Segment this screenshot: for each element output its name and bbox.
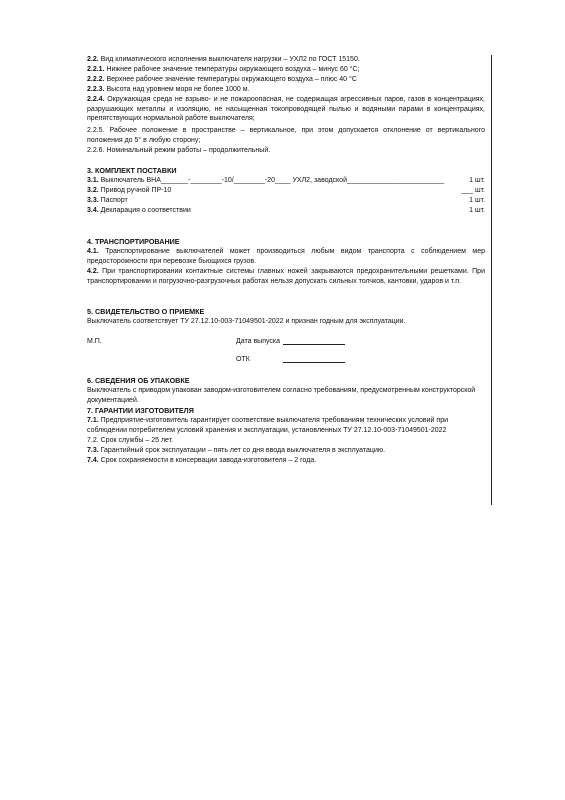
heading-section-4: 4. ТРАНСПОРТИРОВАНИЕ — [87, 237, 180, 246]
heading-section-7: 7. ГАРАНТИИ ИЗГОТОВИТЕЛЯ — [87, 406, 194, 415]
packaging-text: Выключатель с приводом упакован заводом-изготовителем согласно требованиям, предусмотренным конструкторской документацией. — [87, 387, 476, 404]
delivery-item-3: 3.3. Паспорт 1 шт. — [87, 197, 485, 204]
para-7-3: 7.3. Гарантийный срок эксплуатации – пять лет со дня ввода выключателя в эксплуатацию. — [87, 447, 386, 454]
para-2-2-2: 2.2.2. Верхнее рабочее значение температуры окружающего воздуха – плюс 40 °С — [87, 76, 357, 83]
para-7-1: 7.1. Предприятие-изготовитель гарантирует соответствие выключателя требованиям технических условий при соблюдении потребителем условий хранения и эксплуатации, установленных ТУ 27.12.10-003-71049501-2022 — [87, 417, 449, 434]
otk-signature-line — [283, 355, 345, 363]
stamp-label: М.П. — [87, 338, 102, 345]
para-2-2: 2.2. Вид климатического исполнения выключателя нагрузки – УХЛ2 по ГОСТ 15150. — [87, 56, 360, 63]
release-date-label: Дата выпуска — [236, 338, 281, 345]
heading-section-3: 3. КОМПЛЕКТ ПОСТАВКИ — [87, 166, 177, 175]
page-border-line — [491, 55, 492, 505]
heading-section-5: 5. СВИДЕТЕЛЬСТВО О ПРИЕМКЕ — [87, 307, 205, 316]
para-2-2-3: 2.2.3. Высота над уровнем моря не более 1000 м. — [87, 86, 250, 93]
para-7-2: 7.2. Срок службы – 25 лет. — [87, 437, 174, 444]
otk-label: ОТК — [236, 356, 250, 363]
para-2-2-4: 2.2.4. Окружающая среда не взрыво- и не пожароопасная, не содержащая агрессивных паров, газов в концентрациях, разрушающих металлы и изоляцию, не насыщенная токопроводящей пылью и водяными парами в концентрациях, препятствующих нормальной работе выключателя; — [87, 96, 485, 122]
heading-section-6: 6. СВЕДЕНИЯ ОБ УПАКОВКЕ — [87, 376, 190, 385]
para-4-2: 4.2. При транспортировании контактные системы главных ножей закрываются предохранительными решетками. При транспортировании и погрузочно-разгрузочных работах нельзя допускать сильных толчков, кантовки, ударов и т.п. — [87, 268, 485, 285]
delivery-item-1: 3.1. Выключатель ВНА_______-________-10/________-20____ УХЛ2, заводской_________________________ 1 шт. — [87, 177, 485, 184]
delivery-item-4: 3.4. Декларация о соответствии 1 шт. — [87, 207, 485, 214]
para-4-1: 4.1. Транспортирование выключателей может производиться любым видом транспорта с соблюдением мер предосторожности при перевозке бьющихся грузов. — [87, 248, 485, 265]
release-date-line — [283, 337, 345, 345]
para-2-2-6: 2.2.6. Номинальный режим работы – продолжительный. — [87, 147, 271, 154]
para-2-2-1: 2.2.1. Нижнее рабочее значение температуры окружающего воздуха – минус 60 °С; — [87, 66, 360, 73]
acceptance-text: Выключатель соответствует ТУ 27.12.10-003-71049501-2022 и признан годным для эксплуатации. — [87, 318, 406, 325]
delivery-item-2: 3.2. Привод ручной ПР-10 ___ шт. — [87, 187, 485, 194]
para-2-2-5: 2.2.5. Рабочее положение в пространстве – вертикальное, при этом допускается отклонение от вертикального положения до 5° в любую сторону; — [87, 127, 485, 144]
para-7-4: 7.4. Срок сохраняемости в консервации завода-изготовителя – 2 года. — [87, 457, 317, 464]
